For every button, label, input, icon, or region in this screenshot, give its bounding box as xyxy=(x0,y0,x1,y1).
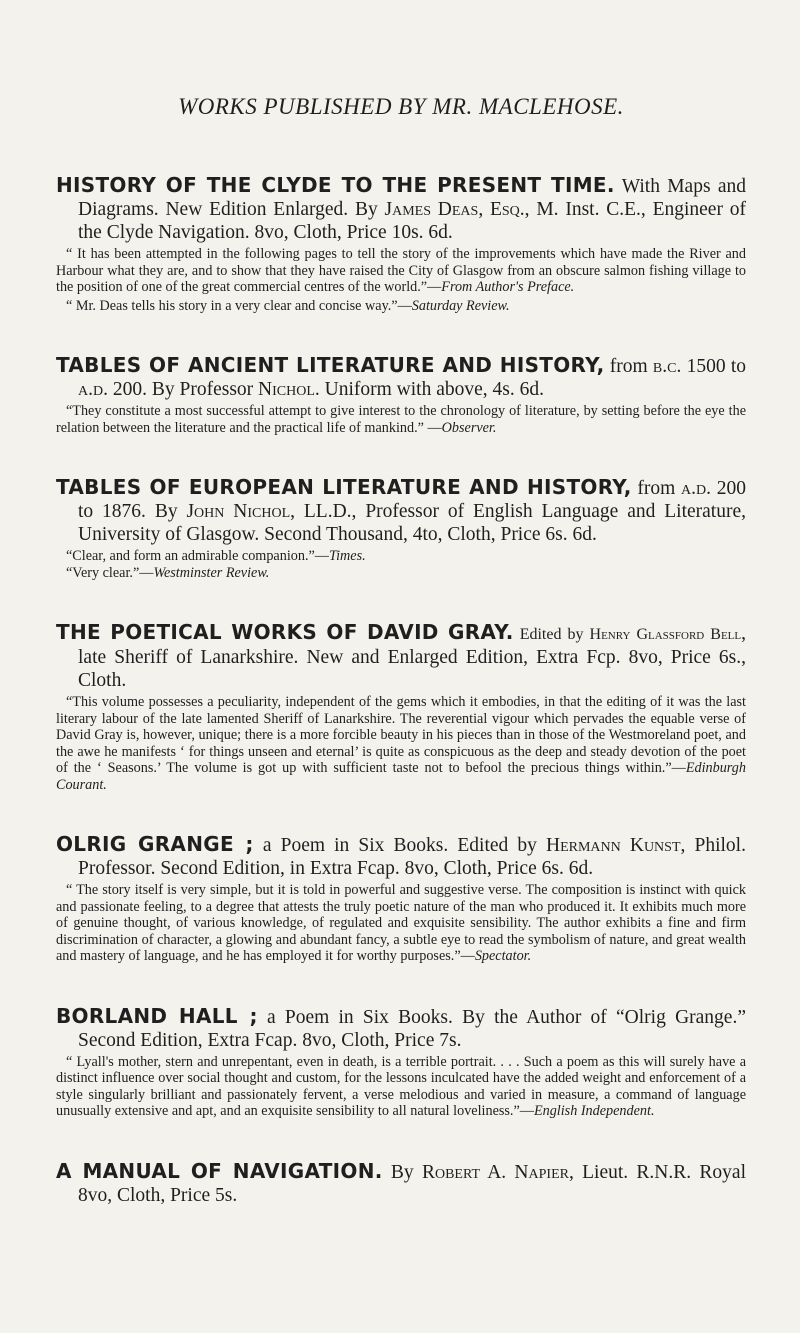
entry-title: OLRIG GRANGE ; xyxy=(56,832,254,856)
entry-heading: THE POETICAL WORKS OF DAVID GRAY. Edited by Henry Glassford Bell, late Sheriff of Lanarkshire. New and Enlarged Edition, Extra Fcp. 8vo, Price 6s., Cloth. xyxy=(56,620,746,691)
quote-source: Edinburgh Courant. xyxy=(56,760,746,793)
author-name: Nichol xyxy=(258,379,315,400)
quote-source: Saturday Review. xyxy=(411,297,510,314)
quote-source: Observer. xyxy=(441,419,497,436)
review-quote: “ It has been attempted in the following pages to tell the story of the improvements which have made the River and Harbour what they are, and to show that they have raised the City of Glasgow from an obscure salmon fishing village to the position of one of the great commercial centres of the world.”—From Author's Preface. xyxy=(56,246,746,295)
entry-heading: TABLES OF EUROPEAN LITERATURE AND HISTORY, from a.d. 200 to 1876. By John Nichol, LL.D., Professor of English Language and Literature, University of Glasgow. Second Thousand, 4to, Cloth, Price 6s. 6d. xyxy=(56,475,747,545)
entry-manual-of-navigation xyxy=(56,1160,746,1207)
entry-heading: BORLAND HALL ; a Poem in Six Books. By the Author of “Olrig Grange.” Second Edition, Extra Fcap. 8vo, Cloth, Price 7s. xyxy=(56,1003,746,1051)
entry-tables-of-european-literature xyxy=(56,476,746,581)
entry-olrig-grange xyxy=(56,833,746,965)
entry-heading: OLRIG GRANGE ; a Poem in Six Books. Edited by Hermann Kunst, Philol. Professor. Second Edition, in Extra Fcap. 8vo, Cloth, Price 6s. 6d. xyxy=(56,832,746,879)
entry-poetical-works-david-gray xyxy=(56,621,746,793)
review-quote: “ Mr. Deas tells his story in a very clear and concise way.”—Saturday Review. xyxy=(66,297,510,314)
quote-source: Westminster Review. xyxy=(153,564,270,581)
author-name: Robert A. Napier xyxy=(421,1161,569,1183)
page-header: WORKS PUBLISHED BY MR. MACLEHOSE. xyxy=(178,94,624,119)
author-name: James Deas, Esq. xyxy=(384,199,525,220)
entry-title: THE POETICAL WORKS OF DAVID GRAY. xyxy=(56,620,514,644)
review-quote: “Clear, and form an admirable companion.”—Times. xyxy=(66,548,366,564)
entry-title: BORLAND HALL ; xyxy=(56,1003,258,1028)
author-name: Henry Glassford Bell xyxy=(589,626,742,643)
entry-title: A MANUAL OF NAVIGATION. xyxy=(56,1158,383,1183)
review-quote: “Very clear.”—Westminster Review. xyxy=(66,564,270,581)
author-name: John Nichol xyxy=(186,501,291,522)
quote-source: From Author's Preface. xyxy=(441,279,575,295)
author-name: Hermann Kunst xyxy=(546,835,681,856)
entry-history-of-the-clyde xyxy=(56,174,746,314)
quote-source: English Independent. xyxy=(533,1103,655,1119)
entry-heading: A MANUAL OF NAVIGATION. By Robert A. Napier, Lieut. R.N.R. Royal 8vo, Cloth, Price 5s. xyxy=(56,1158,746,1206)
entry-tables-of-ancient-literature xyxy=(56,354,746,436)
review-quote: “This volume possesses a peculiarity, independent of the gems which it embodies, in that the editing of it was the last literary labour of the late lamented Sheriff of Lanarkshire. The reverential vigour which pervades the equable verse of David Gray is, however, unique; there is a more forcible beauty in his pieces than in those of the Westmoreland poet, and the awe he manifests ‘ for things unseen and eternal’ is quite as conspicuous as the deep and steady devotion of the poet of the ‘ Seasons.’ The volume is got up with sufficient taste not to befool the precious things within.”—Edinburgh Courant. xyxy=(56,694,746,793)
entry-title: HISTORY OF THE CLYDE TO THE PRESENT TIME. xyxy=(56,173,615,197)
review-quote: “They constitute a most successful attempt to give interest to the chronology of literature, by setting before the eye the relation between the literature and the practical life of mankind.” —Observer. xyxy=(56,403,746,436)
entry-heading: TABLES OF ANCIENT LITERATURE AND HISTORY, from b.c. 1500 to a.d. 200. By Professor Nichol. Uniform with above, 4s. 6d. xyxy=(56,353,747,400)
entry-heading: HISTORY OF THE CLYDE TO THE PRESENT TIME. With Maps and Diagrams. New Edition Enlarged. By James Deas, Esq., M. Inst. C.E., Engineer of the Clyde Navigation. 8vo, Cloth, Price 10s. 6d. xyxy=(56,173,746,243)
entry-title: TABLES OF ANCIENT LITERATURE AND HISTORY, xyxy=(56,353,605,377)
review-quote: “ The story itself is very simple, but it is told in powerful and suggestive verse. The composition is instinct with quick and passionate feeling, to a degree that attests the truly poetic nature of the man who produced it. It exhibits much more of genuine thought, of various knowledge, of regulated and exquisite sensibility. The author exhibits a fine and firm discrimination of character, a glowing and abundant fancy, a subtle eye to read the symbolism of nature, and great wealth and mastery of language, and he has employed it for worthy purposes.”—Spectator. xyxy=(56,882,746,964)
quote-source: Times. xyxy=(328,548,366,564)
review-quote: “ Lyall's mother, stern and unrepentant, even in death, is a terrible portrait. . . . Such a poem as this will surely have a distinct influence over social thought and custom, for the lessons inculcated have the added weight and enforcement of a style singularly brilliant and passionately fervent, a verse melodious and varied in measure, a command of language unusually extensive and apt, and an exquisite sensibility to all natural loveliness.”—English Independent. xyxy=(56,1053,746,1119)
entry-borland-hall xyxy=(56,1005,746,1120)
entry-title: TABLES OF EUROPEAN LITERATURE AND HISTORY, xyxy=(56,475,632,499)
quote-source: Spectator. xyxy=(474,948,532,964)
